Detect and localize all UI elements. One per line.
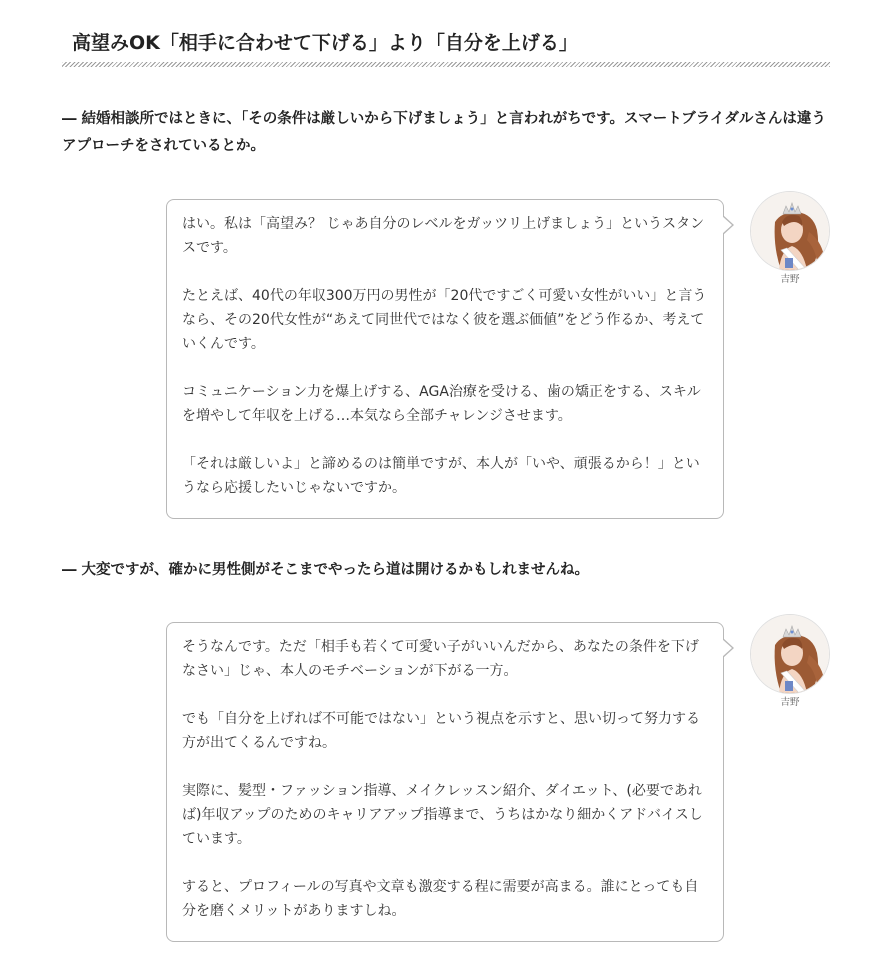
speaker-name: 吉野 xyxy=(780,697,800,708)
heading-divider xyxy=(62,62,830,67)
section-heading xyxy=(62,28,830,67)
answer-paragraph: 実際に、髪型・ファッション指導、メイクレッスン紹介、ダイエット、(必要であれば)年収アップのためのキャリアアップ指導まで、うちはかなり細かくアドバイスしています。 xyxy=(182,783,703,847)
speaker-name: 吉野 xyxy=(780,274,800,285)
answer-bubble xyxy=(166,622,724,942)
interviewer-question: ― 結婚相談所ではときに、「その条件は厳しいから下げましょう」と言われがちです。スマートブライダルさんは違うアプローチをされているとか。 xyxy=(62,111,826,154)
interviewer-question: ― 大変ですが、確かに男性側がそこまでやったら道は開けるかもしれませんね。 xyxy=(62,562,590,578)
answer-bubble xyxy=(166,199,724,519)
answer-paragraph: そうなんです。ただ「相手も若くて可愛い子がいいんだから、あなたの条件を下げなさい」じゃ、本人のモチベーションが下がる一方。 xyxy=(182,639,699,679)
speaker xyxy=(750,614,830,709)
answer-paragraph: たとえば、40代の年収300万円の男性が「20代ですごく可愛い女性がいい」と言うなら、その20代女性が“あえて同世代ではなく彼を選ぶ価値”をどう作るか、考えていくんです。 xyxy=(182,288,707,352)
section-heading-text: 高望みOK「相手に合わせて下げる」より「自分を上げる」 xyxy=(72,32,578,54)
answer-paragraph: でも「自分を上げれば不可能ではない」という視点を示すと、思い切って努力する方が出てくるんですね。 xyxy=(182,711,700,751)
speaker-portrait-icon xyxy=(750,614,830,694)
speaker xyxy=(750,191,830,286)
answer-paragraph: コミュニケーション力を爆上げする、AGA治療を受ける、歯の矯正をする、スキルを増やして年収を上げる…本気なら全部チャレンジさせます。 xyxy=(182,384,701,424)
answer-paragraph: すると、プロフィールの写真や文章も激変する程に需要が高まる。誰にとっても自分を磨くメリットがありますしね。 xyxy=(182,879,699,919)
answer-paragraph: 「それは厳しいよ」と諦めるのは簡単ですが、本人が「いや、頑張るから！」というなら応援したいじゃないですか。 xyxy=(182,456,700,496)
answer-paragraph: はい。私は「高望み？ じゃあ自分のレベルをガッツリ上げましょう」というスタンスです。 xyxy=(182,216,705,256)
speaker-portrait-icon xyxy=(750,191,830,271)
